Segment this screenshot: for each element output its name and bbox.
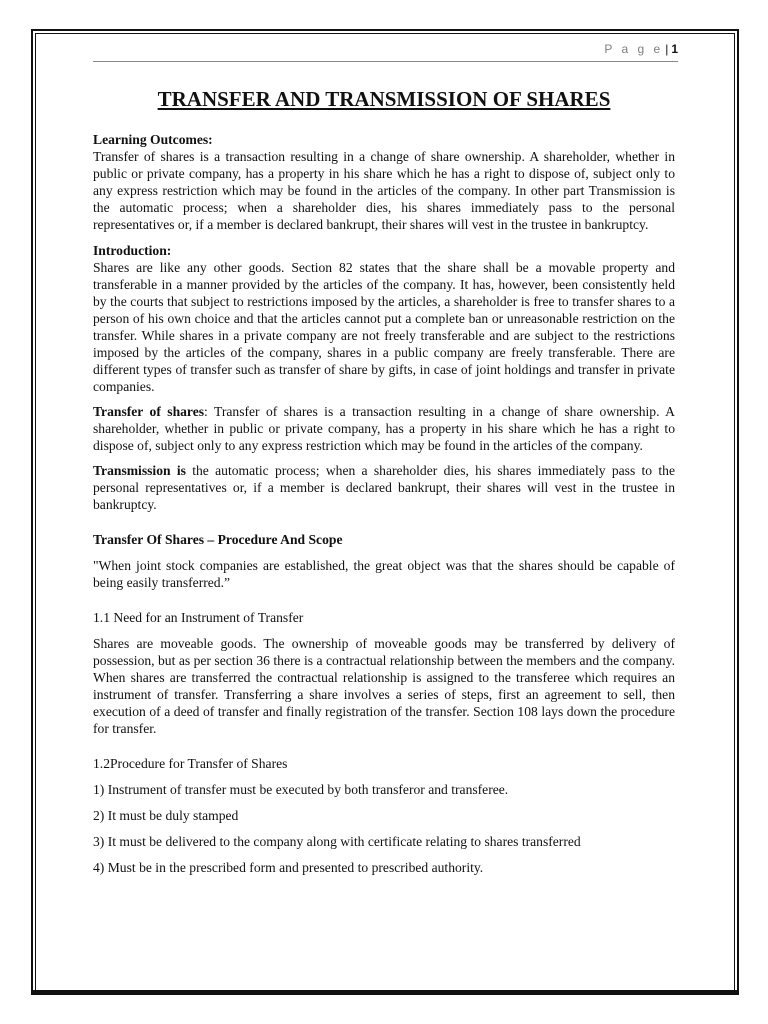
list-item: 2) It must be duly stamped [93, 808, 239, 823]
page-label: P a g e [604, 42, 664, 56]
header-rule [93, 61, 678, 62]
learning-outcomes-text: Transfer of shares is a transaction resulting in a change of share ownership. A shareholder, whether in public or private company, has a property in his share which he has a right to dispose of, subject only to any express restriction which may be found in the articles of the company. In other part Transmission is the automatic process; when a shareholder dies, his shares immediately pass to the personal representatives or, if a member is declared bankrupt, their shares will vest in the trustee in bankruptcy. [93, 149, 675, 232]
list-item: 1) Instrument of transfer must be executed by both transferor and transferee. [93, 782, 509, 797]
transmission-term: Transmission is [93, 463, 186, 478]
document-title: TRANSFER AND TRANSMISSION OF SHARES [157, 87, 611, 111]
page-header [560, 42, 678, 56]
introduction-section [93, 242, 675, 395]
learning-outcomes-section [93, 131, 675, 233]
procedure-scope-heading: Transfer Of Shares – Procedure And Scope [93, 532, 343, 547]
introduction-text: Shares are like any other goods. Section 82 states that the share shall be a movable property and transferable in a manner provided by the articles of the company. It has, however, been consistently held by the courts that subject to restrictions imposed by the articles, a shareholder is free to transfer shares to a person of his own choice and that the articles cannot put a complete ban or unreasonable restriction on the transfer. While shares in a private company are not freely transferable and are subject to the restrictions imposed by the articles of the company, shares in a public company are freely transferable. There are different types of transfer such as transfer of share by gifts, in case of joint holdings and transfer in private companies. [93, 260, 675, 394]
procedure-quote: "When joint stock companies are established, the great object was that the shares should be capable of being easily transferred.” [93, 558, 675, 590]
transmission-definition [93, 462, 675, 513]
introduction-heading: Introduction: [93, 243, 172, 258]
transfer-definition-text: : Transfer of shares is a transaction resulting in a change of share ownership. A shareholder, whether in public or private company, has a property in his share which he has a right to dispose of, subject only to any express restriction which may be found in the articles of the company. [93, 404, 675, 453]
page-separator: | [665, 42, 669, 56]
learning-outcomes-heading: Learning Outcomes: [93, 132, 213, 147]
transfer-definition [93, 403, 675, 454]
page-border-bottom [31, 990, 739, 995]
page-number: 1 [671, 42, 678, 56]
list-item: 4) Must be in the prescribed form and presented to prescribed authority. [93, 860, 484, 875]
document-body [93, 86, 675, 876]
need-instrument-text: Shares are moveable goods. The ownership of moveable goods may be transferred by delivery of possession, but as per section 36 there is a contractual relationship between the members and the company. When shares are transferred the contractual relationship is assigned to the transferee which requires an instrument of transfer. Transferring a share involves a series of steps, first an agreement to sell, then execution of a deed of transfer and finally registration of the transfer. Section 108 lays down the procedure for transfer. [93, 636, 675, 736]
transmission-definition-text: the automatic process; when a shareholder dies, his shares immediately pass to the personal representatives or, if a member is declared bankrupt, their shares will vest in the trustee in bankruptcy. [93, 463, 675, 512]
transfer-term: Transfer of shares [93, 404, 205, 419]
list-item: 3) It must be delivered to the company along with certificate relating to shares transferred [93, 834, 581, 849]
need-instrument-heading: 1.1 Need for an Instrument of Transfer [93, 610, 304, 625]
procedure-list-heading: 1.2Procedure for Transfer of Shares [93, 756, 288, 771]
